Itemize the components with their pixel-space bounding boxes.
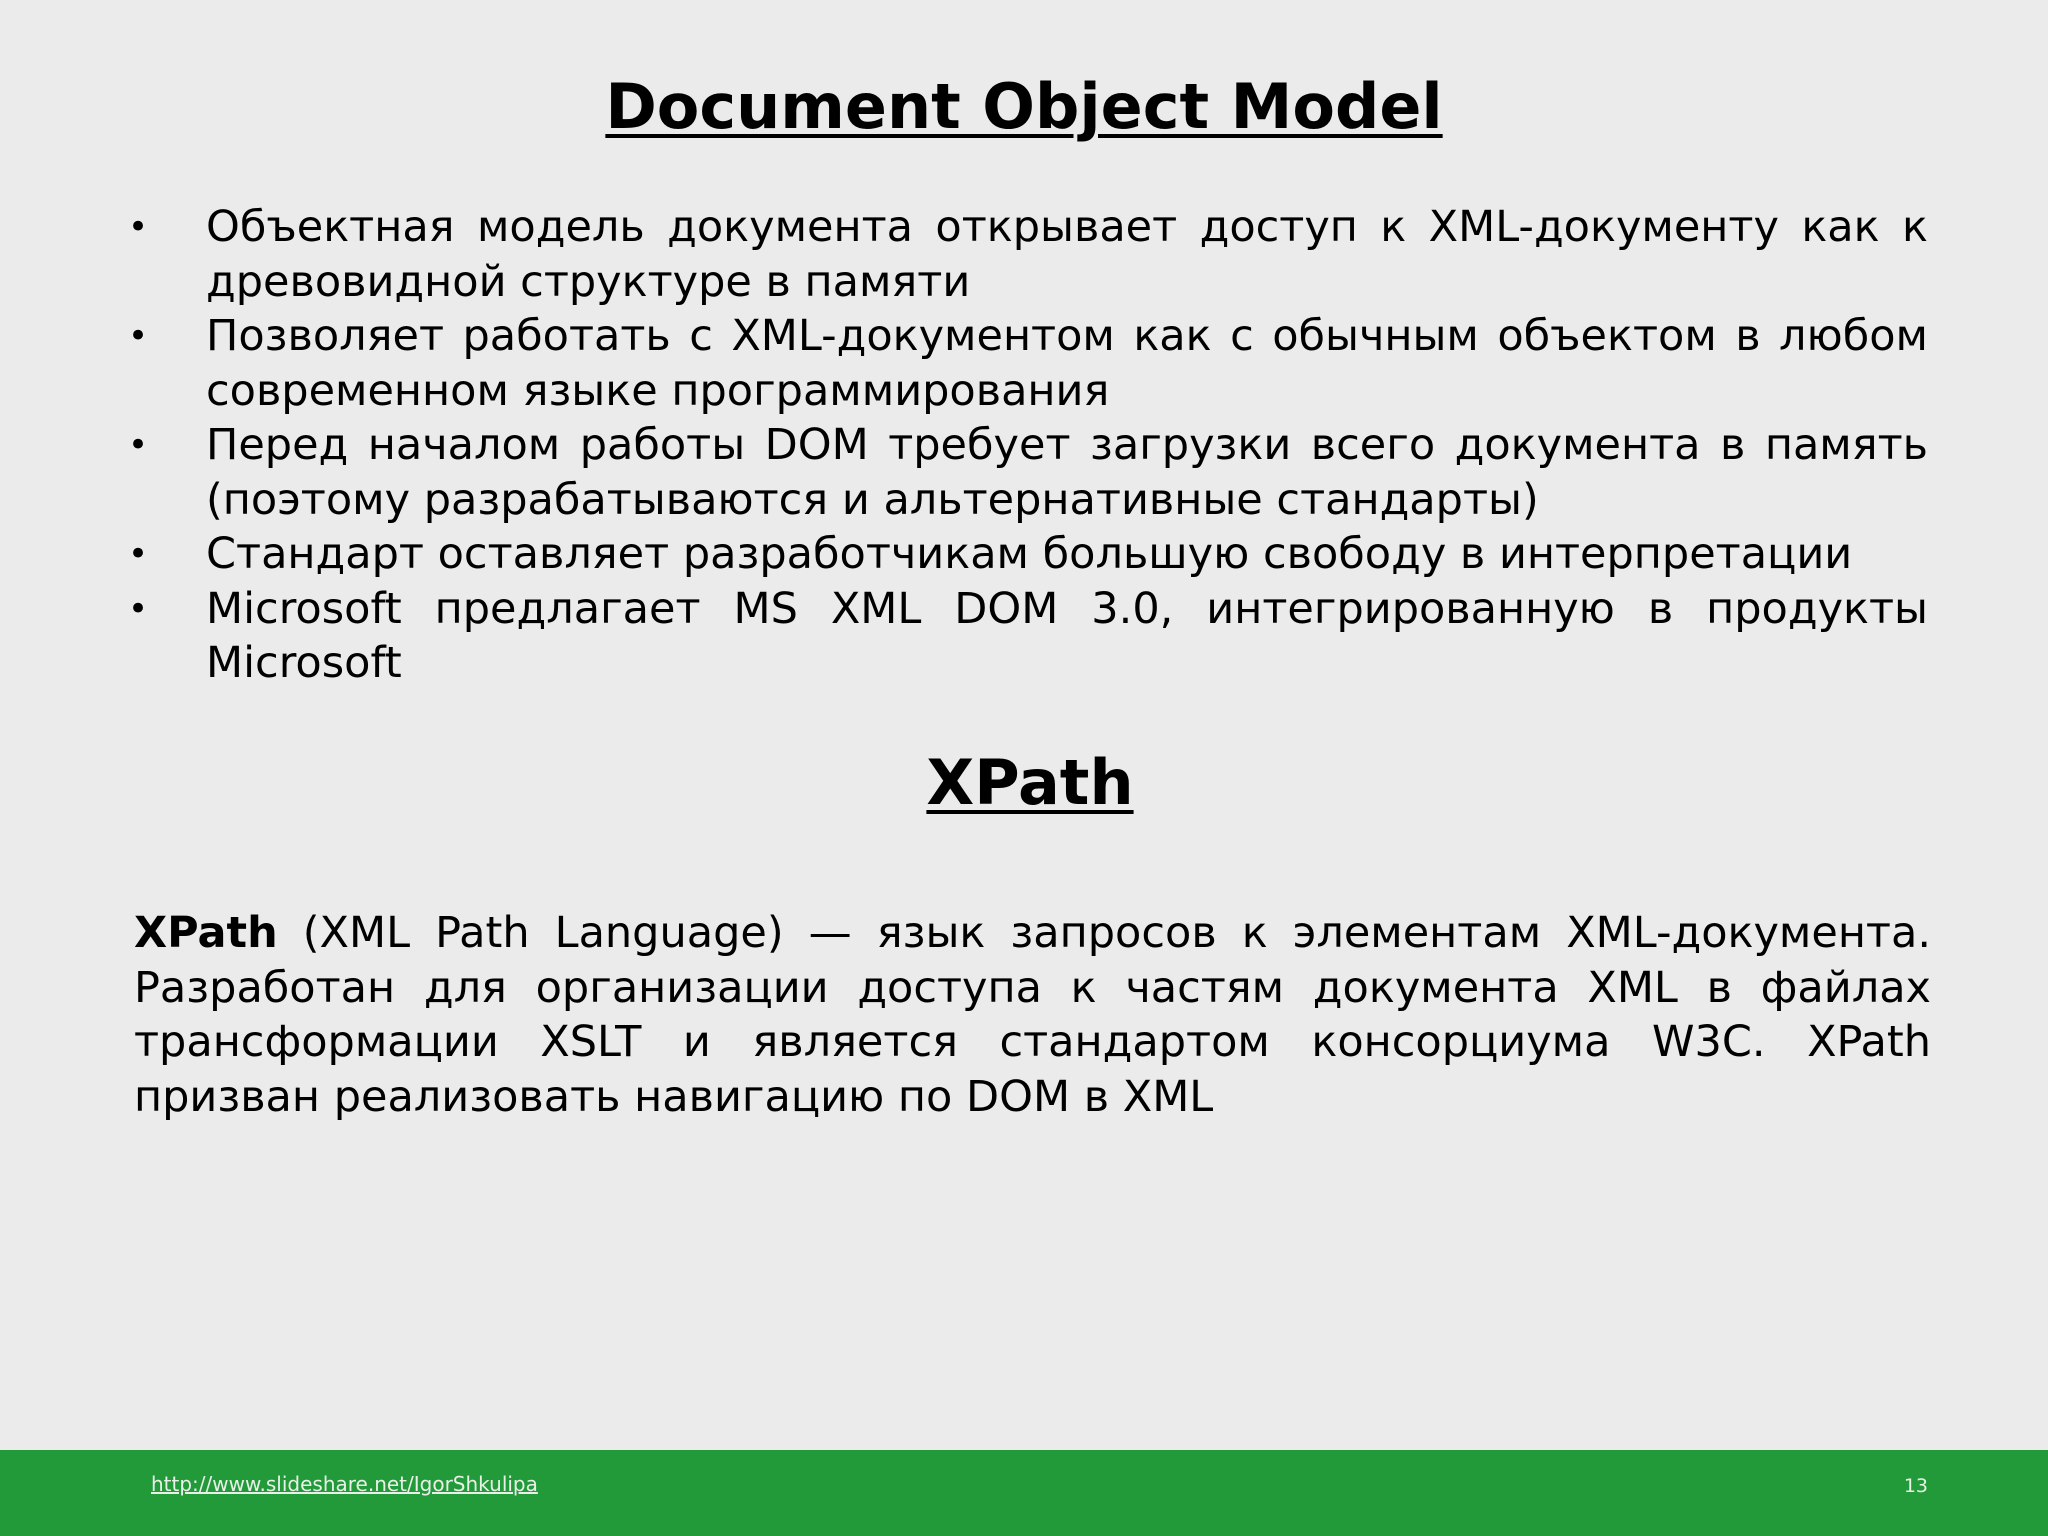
paragraph-text: (XML Path Language) — язык запросов к элементам XML-документа. Разработан для организации доступа к частям документа XML в файлах трансформации XSLT и является стандартом консорциума W3C. XPath призван реализовать навигацию по DOM в XML — [134, 908, 1931, 1122]
xpath-paragraph — [134, 906, 1931, 1124]
bullet-item — [128, 418, 1928, 527]
page-number: 13 — [1903, 1475, 1928, 1497]
bullet-list — [128, 200, 1928, 691]
bullet-text: Объектная модель документа открывает доступ к XML-документу как к древовидной структуре в памяти — [206, 202, 1928, 307]
section-heading: XPath — [926, 746, 1134, 819]
bullet-text: Позволяет работать с XML-документом как с обычным объектом в любом современном языке программирования — [206, 311, 1928, 416]
bullet-dot-icon: • — [128, 534, 149, 574]
bullet-item — [128, 309, 1928, 418]
bullet-item — [128, 527, 1928, 582]
slide-title: Document Object Model — [605, 70, 1443, 143]
bullet-item — [128, 582, 1928, 691]
bullet-text: Microsoft предлагает MS XML DOM 3.0, интегрированную в продукты Microsoft — [206, 583, 1928, 688]
bullet-dot-icon: • — [128, 425, 149, 465]
bullet-dot-icon: • — [128, 316, 149, 356]
bullet-dot-icon: • — [128, 588, 149, 629]
bullet-text: Перед началом работы DOM требует загрузки всего документа в память (поэтому разрабатываются и альтернативные стандарты) — [206, 420, 1928, 525]
bullet-item — [128, 200, 1928, 309]
bullet-text: Стандарт оставляет разработчикам большую свободу в интерпретации — [206, 529, 1853, 579]
paragraph-term: XPath — [134, 908, 278, 958]
bullet-dot-icon: • — [128, 207, 149, 247]
footer-link[interactable]: http://www.slideshare.net/IgorShkulipa — [151, 1472, 538, 1496]
